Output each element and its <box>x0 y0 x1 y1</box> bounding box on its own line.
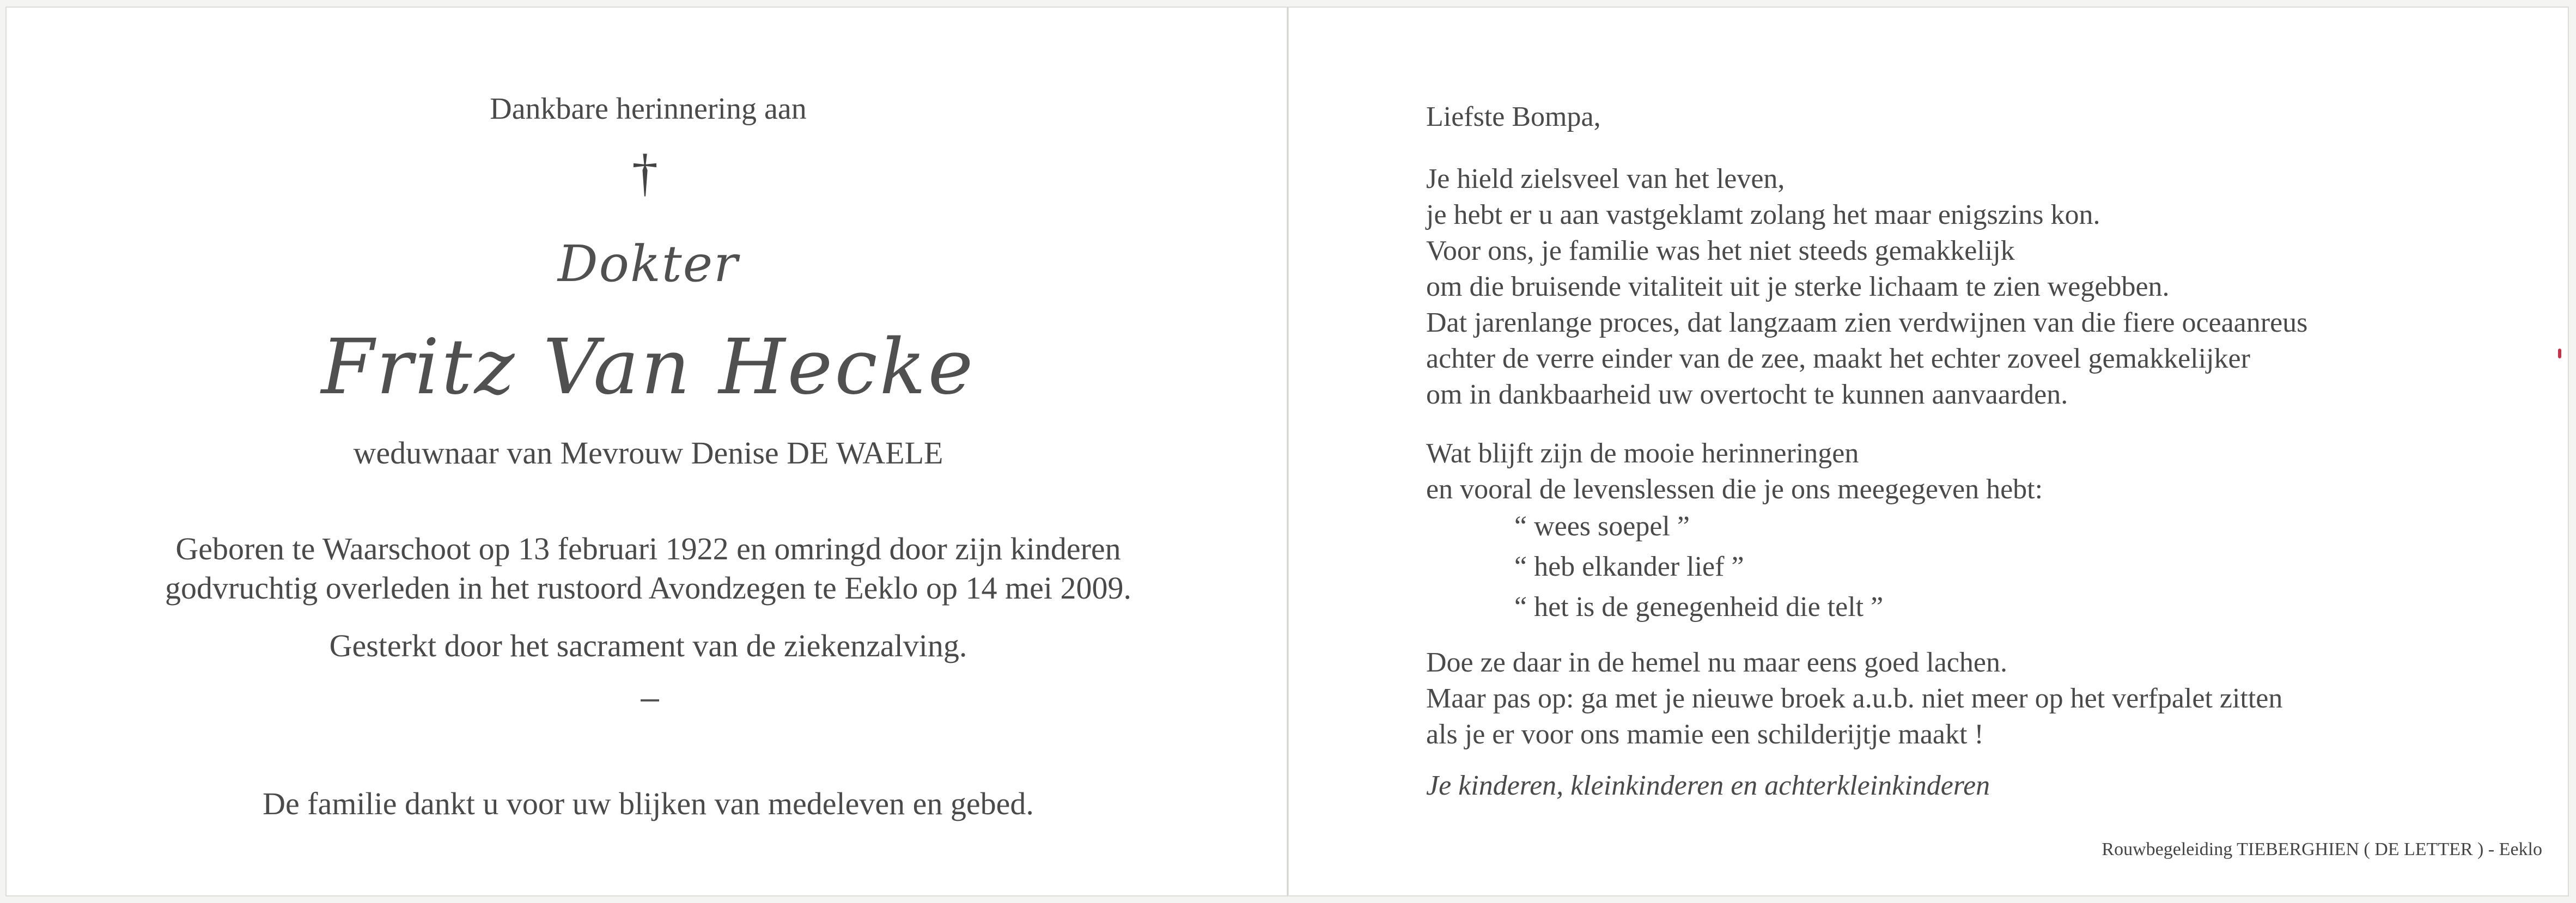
poem-line: en vooral de levenslessen die je ons meegegeven hebt: <box>1426 474 2043 505</box>
quote-line: “ heb elkander lief ” <box>1514 551 1744 582</box>
salutation: Liefste Bompa, <box>1426 101 1601 132</box>
poem-line: je hebt er u aan vastgeklamt zolang het maar enigszins kon. <box>1426 199 2100 230</box>
left-panel <box>0 0 1287 903</box>
thanks-line: De familie dankt u voor uw blijken van medeleven en gebed. <box>263 786 1034 821</box>
title-word: Dokter <box>557 235 739 293</box>
poem-line: Wat blijft zijn de mooie herinneringen <box>1426 438 1859 469</box>
poem-line: Je hield zielsveel van het leven, <box>1426 163 1785 194</box>
red-speck <box>2558 349 2561 358</box>
birth-line: Geboren te Waarschoot op 13 februari 1922 en omringd door zijn kinderen <box>175 531 1121 566</box>
heading: Dankbare herinnering aan <box>490 92 807 126</box>
separator-dash <box>641 699 659 701</box>
death-line: godvruchtig overleden in het rustoord Avondzegen te Eeklo op 14 mei 2009. <box>165 570 1131 606</box>
deceased-name: Fritz Van Hecke <box>321 323 976 412</box>
sacrament-line: Gesterkt door het sacrament van de ziekenzalving. <box>329 628 967 663</box>
cross-icon: † <box>632 143 658 202</box>
poem-line: om die bruisende vitaliteit uit je sterke lichaam te zien wegebben. <box>1426 271 2170 302</box>
poem-line: om in dankbaarheid uw overtocht te kunnen aanvaarden. <box>1426 379 2068 410</box>
poem-line: Voor ons, je familie was het niet steeds gemakkelijk <box>1426 235 2015 266</box>
signature: Je kinderen, kleinkinderen en achterkleinkinderen <box>1426 770 1990 801</box>
funeral-home-credit: Rouwbegeleiding TIEBERGHIEN ( DE LETTER ) - Eeklo <box>2102 839 2542 859</box>
spouse-line: weduwnaar van Mevrouw Denise DE WAELE <box>353 435 943 471</box>
poem-line: Doe ze daar in de hemel nu maar eens goed lachen. <box>1426 647 2007 678</box>
poem-line: Dat jarenlange proces, dat langzaam zien verdwijnen van die fiere oceaanreus <box>1426 307 2308 338</box>
quote-line: “ het is de genegenheid die telt ” <box>1514 591 1884 623</box>
poem-line: Maar pas op: ga met je nieuwe broek a.u.b. niet meer op het verfpalet zitten <box>1426 683 2283 714</box>
quote-line: “ wees soepel ” <box>1514 511 1690 542</box>
poem-line: als je er voor ons mamie een schilderijtje maakt ! <box>1426 719 1984 750</box>
poem-line: achter de verre einder van de zee, maakt het echter zoveel gemakkelijker <box>1426 343 2250 374</box>
